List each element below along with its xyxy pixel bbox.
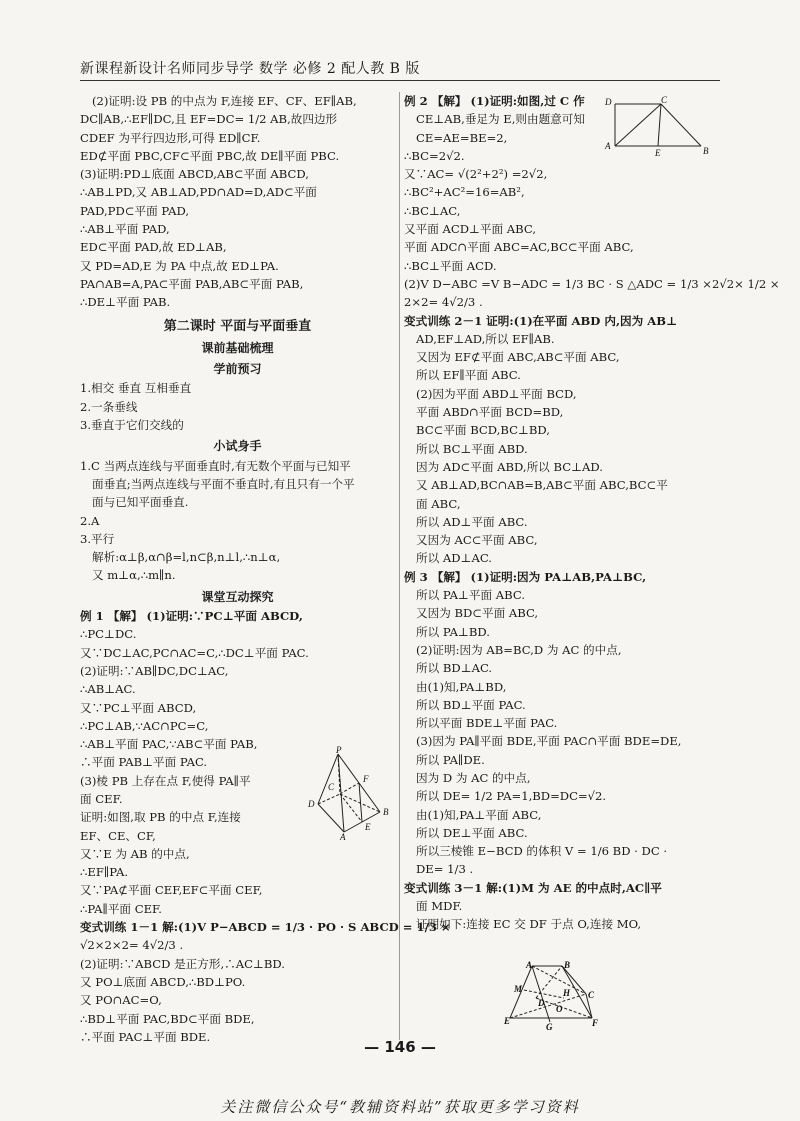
text-line: ∴AB⊥PD,又 AB⊥AD,PD∩AD=D,AD⊂平面 xyxy=(80,185,317,200)
section-heading: 课前基础梳理 xyxy=(201,340,274,355)
pyramid-label-f: F xyxy=(363,774,369,784)
trapezoid-label-c: C xyxy=(661,95,668,105)
text-line: 面 ABC, xyxy=(416,496,461,511)
text-line: ∴BC⊥AC, xyxy=(404,203,461,218)
text-line: 又∵PA⊄平面 CEF,EF⊂平面 CEF, xyxy=(80,883,263,898)
right-column xyxy=(404,92,780,934)
text-line: 所以 DE⊥平面 ABC. xyxy=(416,825,528,840)
running-header: 新课程新设计名师同步导学 数学 必修 2 配人教 B 版 xyxy=(80,61,420,77)
prism-label-h: H xyxy=(563,988,571,998)
footer-note: 关注微信公众号“教辅资料站”获取更多学习资料 xyxy=(220,1098,580,1116)
text-line: 又 PD=AD,E 为 PA 中点,故 ED⊥PA. xyxy=(80,258,279,273)
text-line: 面 MDF. xyxy=(416,899,463,914)
pyramid-label-e: E xyxy=(365,822,371,832)
text-line: ED⊂平面 PAD,故 ED⊥AB, xyxy=(80,240,227,255)
text-line: 又∵AC= √(2²+2²) =2√2, xyxy=(404,167,548,182)
text-line: 变式训练 2－1 证明:(1)在平面 ABD 内,因为 AB⊥ xyxy=(404,313,678,328)
text-line: ∴PC⊥DC. xyxy=(80,627,137,642)
text-line: ∴BC=2√2. xyxy=(404,148,465,163)
section-heading: 课堂互动探究 xyxy=(201,589,274,604)
text-line: 证明:如图,取 PB 的中点 F,连接 xyxy=(80,810,241,825)
text-line: 例 1 【解】 (1)证明:∵PC⊥平面 ABCD, xyxy=(80,609,303,624)
text-line: 由(1)知,PA⊥BD, xyxy=(416,679,507,694)
text-line: (2)证明:∵AB∥DC,DC⊥AC, xyxy=(80,663,229,678)
text-line: 1.相交 垂直 互相垂直 xyxy=(80,381,192,396)
text-line: (3)证明:PD⊥底面 ABCD,AB⊂平面 ABCD, xyxy=(80,167,309,182)
text-line: PAD,PD⊂平面 PAD, xyxy=(80,203,190,218)
text-line: 面垂直;当两点连线与平面不垂直时,有且只有一个平 xyxy=(92,476,355,491)
text-line: 2×2= 4√2/3 . xyxy=(404,295,483,310)
text-line: 变式训练 1－1 解:(1)V P−ABCD = 1/3 · PO · S ABCD = 1/3 × xyxy=(80,920,451,935)
text-line: ∴AB⊥平面 PAC,∵AB⊂平面 PAB, xyxy=(80,737,258,752)
page-number: — 146 — xyxy=(364,1038,436,1056)
text-line: 因为 AD⊂平面 ABD,所以 BC⊥AD. xyxy=(416,459,603,474)
text-line: ∴AB⊥AC. xyxy=(80,682,136,697)
text-line: (3)因为 PA∥平面 BDE,平面 PAC∩平面 BDE=DE, xyxy=(416,734,682,749)
text-line: DE= 1/3 . xyxy=(416,862,474,877)
text-line: 所以三棱锥 E−BCD 的体积 V = 1/6 BD · DC · xyxy=(416,844,668,859)
text-line: 所以 DE= 1/2 PA=1,BD=DC=√2. xyxy=(416,789,607,804)
text-line: 所以 AD⊥平面 ABC. xyxy=(416,514,528,529)
text-line: ∴AB⊥平面 PAD, xyxy=(80,222,170,237)
text-line: 所以 PA⊥BD. xyxy=(416,624,490,639)
prism-label-d: D xyxy=(538,998,545,1008)
text-line: ∴DE⊥平面 PAB. xyxy=(80,295,171,310)
text-line: 平面 ADC∩平面 ABC=AC,BC⊂平面 ABC, xyxy=(404,240,634,255)
trapezoid-label-e: E xyxy=(655,148,661,158)
text-line: 所以 PA∥DE. xyxy=(416,752,485,767)
text-line: 面与已知平面垂直. xyxy=(92,495,189,510)
prism-label-c: C xyxy=(588,990,595,1000)
prism-label-g: G xyxy=(546,1022,553,1032)
text-line: PA∩AB=A,PA⊂平面 PAB,AB⊂平面 PAB, xyxy=(80,276,304,291)
column-divider xyxy=(399,92,400,1040)
text-line: (2)证明:∵ABCD 是正方形,∴AC⊥BD. xyxy=(80,956,285,971)
text-line: 又 m⊥α,∴m∥n. xyxy=(92,568,176,583)
text-line: 证明如下:连接 EC 交 DF 于点 O,连接 MO, xyxy=(416,917,642,932)
text-line: ∴BC²+AC²=16=AB², xyxy=(404,185,525,200)
text-line: 所以 AD⊥AC. xyxy=(416,551,492,566)
trapezoid-label-a: A xyxy=(605,141,611,151)
text-line: 例 2 【解】 (1)证明:如图,过 C 作 xyxy=(404,94,585,108)
section-heading: 学前预习 xyxy=(213,362,262,377)
text-line: 例 3 【解】 (1)证明:因为 PA⊥AB,PA⊥BC, xyxy=(404,569,647,584)
text-line: 所以 EF∥平面 ABC. xyxy=(416,368,521,383)
trapezoid-label-b: B xyxy=(703,146,709,156)
text-line: 所以 BD⊥AC. xyxy=(416,661,493,676)
text-line: ∴平面 PAC⊥平面 BDE. xyxy=(80,1029,211,1044)
text-line: ∴平面 PAB⊥平面 PAC. xyxy=(80,755,208,770)
text-line: 3.平行 xyxy=(80,531,115,546)
pyramid-label-c: C xyxy=(328,782,335,792)
text-line: 又因为 BD⊂平面 ABC, xyxy=(416,606,539,621)
text-line: 平面 ABD∩平面 BCD=BD, xyxy=(416,405,564,420)
text-line: 因为 D 为 AC 的中点, xyxy=(416,770,531,785)
pyramid-figure xyxy=(300,745,392,842)
header-rule xyxy=(80,80,720,81)
text-line: ∴PC⊥AB,∵AC∩PC=C, xyxy=(80,718,209,733)
text-line: BC⊂平面 BCD,BC⊥BD, xyxy=(416,423,550,438)
text-line: 所以 BC⊥平面 ABD. xyxy=(416,441,528,456)
trapezoid-figure xyxy=(603,96,713,158)
prism-label-f: F xyxy=(592,1018,599,1028)
text-line: ∴EF∥PA. xyxy=(80,865,129,880)
text-line: CE⊥AB,垂足为 E,则由题意可知 xyxy=(416,112,585,127)
text-line: (2)证明:设 PB 的中点为 F,连接 EF、CF、EF∥AB, xyxy=(92,94,357,108)
prism-figure xyxy=(500,962,630,1032)
prism-label-b: B xyxy=(564,960,571,970)
text-line: 解析:α⊥β,α∩β=l,n⊂β,n⊥l,∴n⊥α, xyxy=(92,550,281,565)
prism-label-o: O xyxy=(556,1004,563,1014)
pyramid-label-d: D xyxy=(308,799,315,809)
text-line: (3)棱 PB 上存在点 F,使得 PA∥平 xyxy=(80,773,251,788)
text-line: ∴PA∥平面 CEF. xyxy=(80,901,162,916)
text-line: CE=AE=BE=2, xyxy=(416,130,508,145)
text-line: 面 CEF. xyxy=(80,791,123,806)
text-line: AD,EF⊥AD,所以 EF∥AB. xyxy=(416,331,555,346)
text-line: ∴BC⊥平面 ACD. xyxy=(404,258,497,273)
text-line: ∴BD⊥平面 PAC,BD⊂平面 BDE, xyxy=(80,1011,255,1026)
text-line: 2.A xyxy=(80,513,100,528)
text-line: 又 PO⊥底面 ABCD,∴BD⊥PO. xyxy=(80,974,246,989)
text-line: 所以 PA⊥平面 ABC. xyxy=(416,588,526,603)
prism-label-e: E xyxy=(504,1016,511,1026)
text-line: CDEF 为平行四边形,可得 ED∥CF. xyxy=(80,130,261,145)
section-heading: 第二课时 平面与平面垂直 xyxy=(163,318,312,334)
section-heading: 小试身手 xyxy=(213,439,262,454)
text-line: 所以 BD⊥平面 PAC. xyxy=(416,697,526,712)
text-line: (2)V D−ABC =V B−ADC = 1/3 BC · S △ADC = 1/3 ×2√2× 1/2 × xyxy=(404,276,780,291)
text-line: 由(1)知,PA⊥平面 ABC, xyxy=(416,807,542,822)
text-line: 又因为 EF⊄平面 ABC,AB⊂平面 ABC, xyxy=(416,350,620,365)
text-line: 变式训练 3－1 解:(1)M 为 AE 的中点时,AC∥平 xyxy=(404,880,662,895)
text-line: (2)证明:因为 AB=BC,D 为 AC 的中点, xyxy=(416,642,622,657)
text-line: 1.C 当两点连线与平面垂直时,有无数个平面与已知平 xyxy=(80,458,351,473)
text-line: 又∵DC⊥AC,PC∩AC=C,∴DC⊥平面 PAC. xyxy=(80,645,309,660)
text-line: 又 AB⊥AD,BC∩AB=B,AB⊂平面 ABC,BC⊂平 xyxy=(416,478,668,493)
text-line: 2.一条垂线 xyxy=(80,399,138,414)
text-line: 又∵PC⊥平面 ABCD, xyxy=(80,700,197,715)
text-line: DC∥AB,∴EF∥DC,且 EF=DC= 1/2 AB,故四边形 xyxy=(80,112,338,127)
text-line: (2)因为平面 ABD⊥平面 BCD, xyxy=(416,386,577,401)
text-line: EF、CE、CF, xyxy=(80,828,156,843)
text-line: 又∵E 为 AB 的中点, xyxy=(80,846,190,861)
text-line: 3.垂直于它们交线的 xyxy=(80,418,184,433)
trapezoid-label-d: D xyxy=(605,97,612,107)
text-line: ED⊄平面 PBC,CF⊂平面 PBC,故 DE∥平面 PBC. xyxy=(80,148,340,163)
text-line: 又因为 AC⊂平面 ABC, xyxy=(416,533,538,548)
prism-label-a: A xyxy=(526,960,533,970)
text-line: 所以平面 BDE⊥平面 PAC. xyxy=(416,716,558,731)
pyramid-label-p: P xyxy=(336,745,342,755)
text-line: √2×2×2= 4√2/3 . xyxy=(80,938,184,953)
pyramid-label-b: B xyxy=(383,807,389,817)
prism-label-m: M xyxy=(514,984,523,994)
pyramid-label-a: A xyxy=(340,832,346,842)
text-line: 又 PO∩AC=O, xyxy=(80,993,162,1008)
text-line: 又平面 ACD⊥平面 ABC, xyxy=(404,222,537,237)
